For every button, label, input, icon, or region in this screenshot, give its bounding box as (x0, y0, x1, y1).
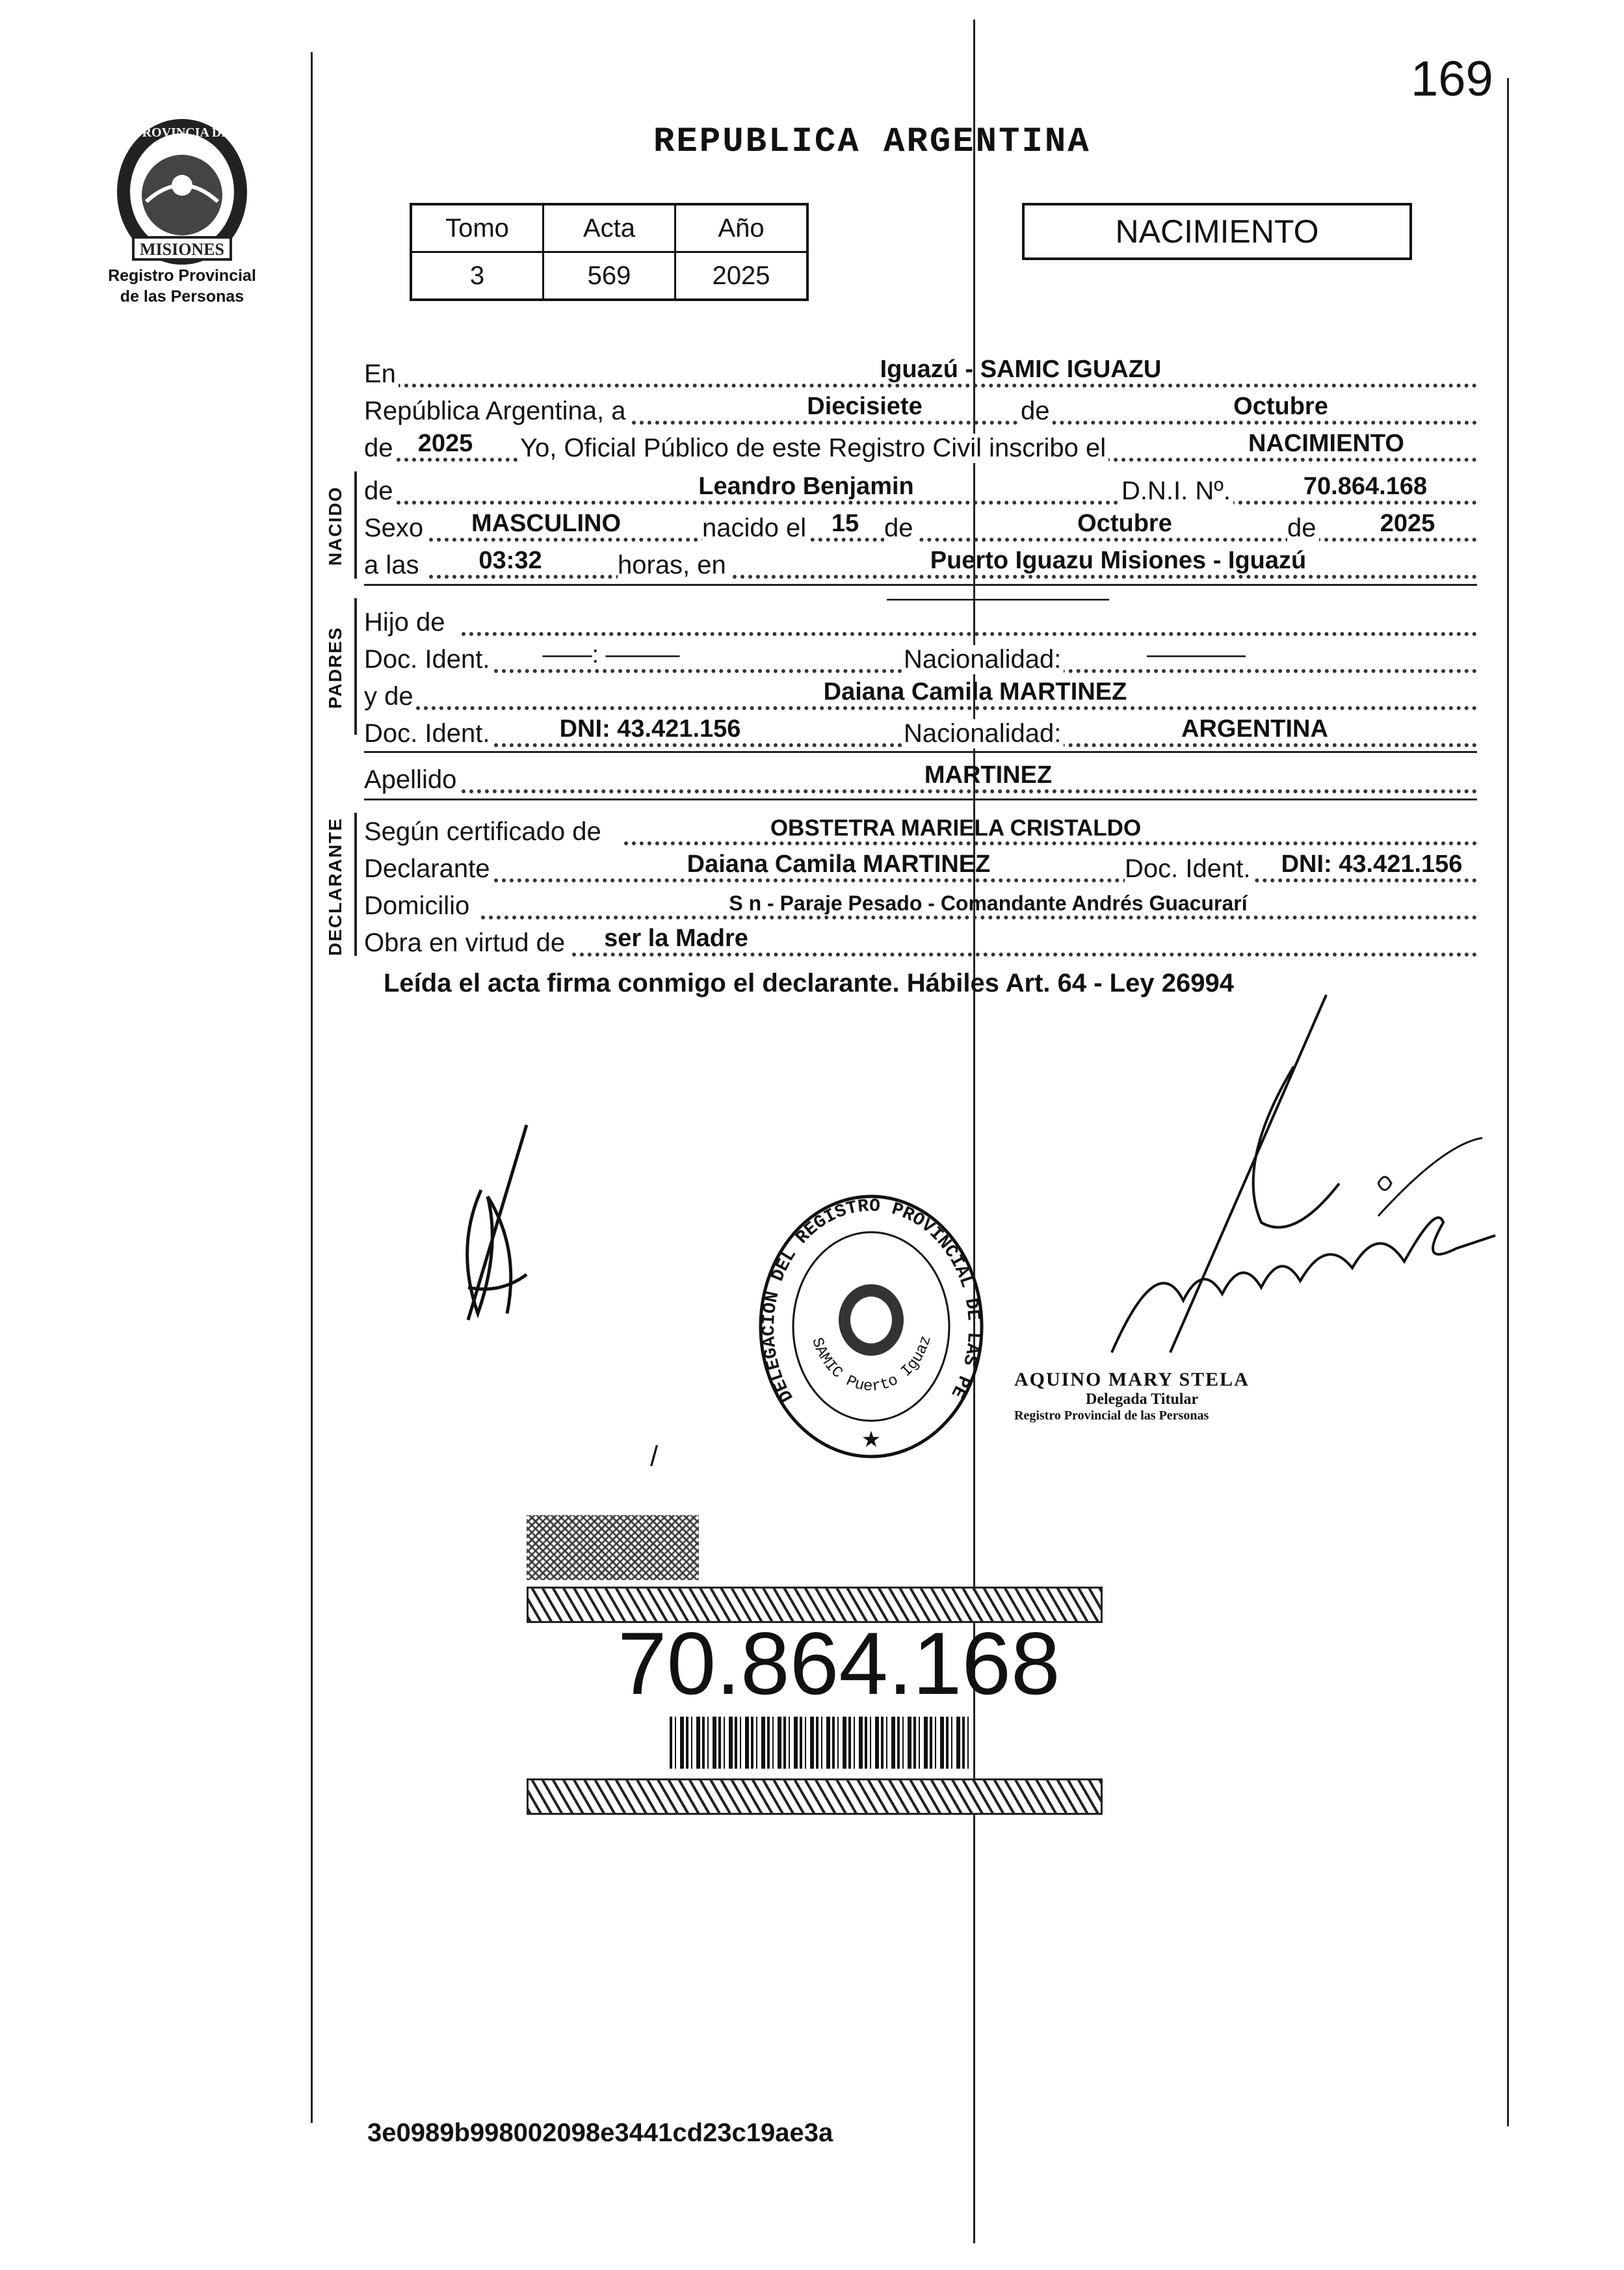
inscribe-value: NACIMIENTO (1248, 430, 1404, 457)
row-hijo-de: Hijo de ————————— (364, 605, 1477, 639)
mother-doc: DNI: 43.421.156 (559, 715, 741, 743)
security-band-bottom (527, 1778, 1103, 1815)
row-obra: Obra en virtud de ser la Madre (364, 925, 1477, 959)
barcode-number: 70.864.168 (618, 1614, 1060, 1713)
father-nationality: ———— (1147, 641, 1246, 668)
child-dni: 70.864.168 (1303, 473, 1428, 500)
row-nacido-hora: a las 03:32 horas, en Puerto Iguazu Misiones - Iguazú (364, 548, 1477, 581)
row-doc-padre: Doc. Ident. ——: ——— Nacionalidad: ———— (364, 642, 1477, 676)
address-value: S n - Paraje Pesado - Comandante Andrés Guacurarí (729, 891, 1248, 915)
official-org: Registro Provincial de las Personas (1014, 1408, 1209, 1423)
row-republica: República Argentina, a de Diecisiete Octubre (364, 393, 1477, 427)
register-table (410, 203, 809, 301)
row-en: En Iguazú - SAMIC IGUAZU (364, 356, 1477, 390)
row-inscribe: de 2025 Yo, Oficial Público de este Registro Civil inscribo el NACIMIENTO (364, 430, 1477, 464)
row-doc-madre: Doc. Ident. DNI: 43.421.156 Nacionalidad: ARGENTINA (364, 716, 1477, 750)
birth-place: Puerto Iguazu Misiones - Iguazú (930, 547, 1307, 574)
province-caption: Registro Provincial de las Personas (108, 267, 256, 306)
left-margin-line (311, 52, 313, 2123)
day-value: Diecisiete (807, 393, 923, 420)
svg-text:SAMIC Puerto Iguazú: SAMIC Puerto Iguaz (807, 1334, 936, 1396)
mother-name: Daiana Camila MARTINEZ (823, 678, 1127, 706)
father-doc: ——: ——— (542, 641, 680, 668)
section-nacido: NACIDO (325, 486, 345, 566)
section-declarante: DECLARANTE (325, 817, 345, 956)
row-nacido-nombre: de Leandro Benjamin D.N.I. Nº. 70.864.168 (364, 473, 1477, 507)
section-padres: PADRES (325, 626, 345, 709)
security-hologram (527, 1515, 699, 1580)
row-certificado: Según certificado de OBSTETRA MARIELA CRISTALDO (364, 814, 1477, 848)
anio-value: 2025 (675, 252, 808, 300)
row-madre: y de Daiana Camila MARTINEZ (364, 679, 1477, 713)
svg-text:DELEGACION DEL REGISTRO PROVIN: DELEGACION DEL REGISTRO PROVINCIAL DE LAS PE (759, 1196, 984, 1405)
acta-header: Acta (544, 204, 675, 252)
place-value: Iguazú - SAMIC IGUAZU (880, 356, 1162, 383)
capacity-value: ser la Madre (604, 925, 748, 952)
official-seal (754, 1190, 988, 1463)
month-value: Octubre (1233, 393, 1328, 420)
province-logo (107, 111, 257, 273)
page-number: 169 (1411, 51, 1493, 107)
official-signature (988, 988, 1502, 1392)
official-name: AQUINO MARY STELA (1014, 1369, 1250, 1390)
surname-value: MARTINEZ (924, 761, 1053, 789)
acta-value: 569 (544, 252, 675, 300)
declarant-doc: DNI: 43.421.156 (1281, 851, 1463, 878)
mother-nationality: ARGENTINA (1181, 715, 1328, 743)
birth-year: 2025 (1380, 510, 1435, 537)
birth-month: Octubre (1077, 510, 1172, 537)
father-name: ————————— (887, 585, 1109, 612)
row-apellido: Apellido MARTINEZ (364, 762, 1477, 796)
declarant-signature (442, 1118, 553, 1333)
official-block (1014, 1369, 1352, 1423)
act-type-box: NACIMIENTO (1022, 203, 1412, 260)
svg-text:★: ★ (861, 1427, 882, 1452)
row-nacido-sexo: Sexo MASCULINO nacido el 15 de Octubre de 2025 (364, 510, 1477, 544)
row-domicilio: Domicilio S n - Paraje Pesado - Comandante Andrés Guacurarí (364, 888, 1477, 922)
country-title: REPUBLICA ARGENTINA (653, 122, 1091, 162)
year-value: 2025 (417, 430, 473, 457)
barcode (670, 1717, 969, 1769)
tomo-header: Tomo (411, 204, 544, 252)
anio-header: Año (675, 204, 808, 252)
child-name: Leandro Benjamin (698, 473, 914, 500)
document-hash: 3e0989b998002098e3441cd23c19ae3a (367, 2118, 833, 2147)
sexo-value: MASCULINO (471, 510, 622, 537)
birth-day: 15 (831, 510, 859, 537)
closing-statement: Leída el acta firma conmigo el declarante. Hábiles Art. 64 - Ley 26994 (384, 969, 1234, 997)
right-margin-line (1507, 78, 1509, 2126)
center-fold-line (973, 20, 975, 2243)
official-title: Delegada Titular (1086, 1391, 1199, 1408)
birth-hour: 03:32 (478, 547, 542, 574)
row-declarante: Declarante Daiana Camila MARTINEZ Doc. Ident. DNI: 43.421.156 (364, 851, 1477, 885)
stray-mark: / (650, 1440, 659, 1472)
certificate-value: OBSTETRA MARIELA CRISTALDO (770, 815, 1142, 841)
svg-text:PROVINCIA DE: PROVINCIA DE (134, 125, 230, 140)
svg-text:MISIONES: MISIONES (139, 240, 225, 259)
tomo-value: 3 (411, 252, 544, 300)
declarant-name: Daiana Camila MARTINEZ (687, 851, 991, 878)
